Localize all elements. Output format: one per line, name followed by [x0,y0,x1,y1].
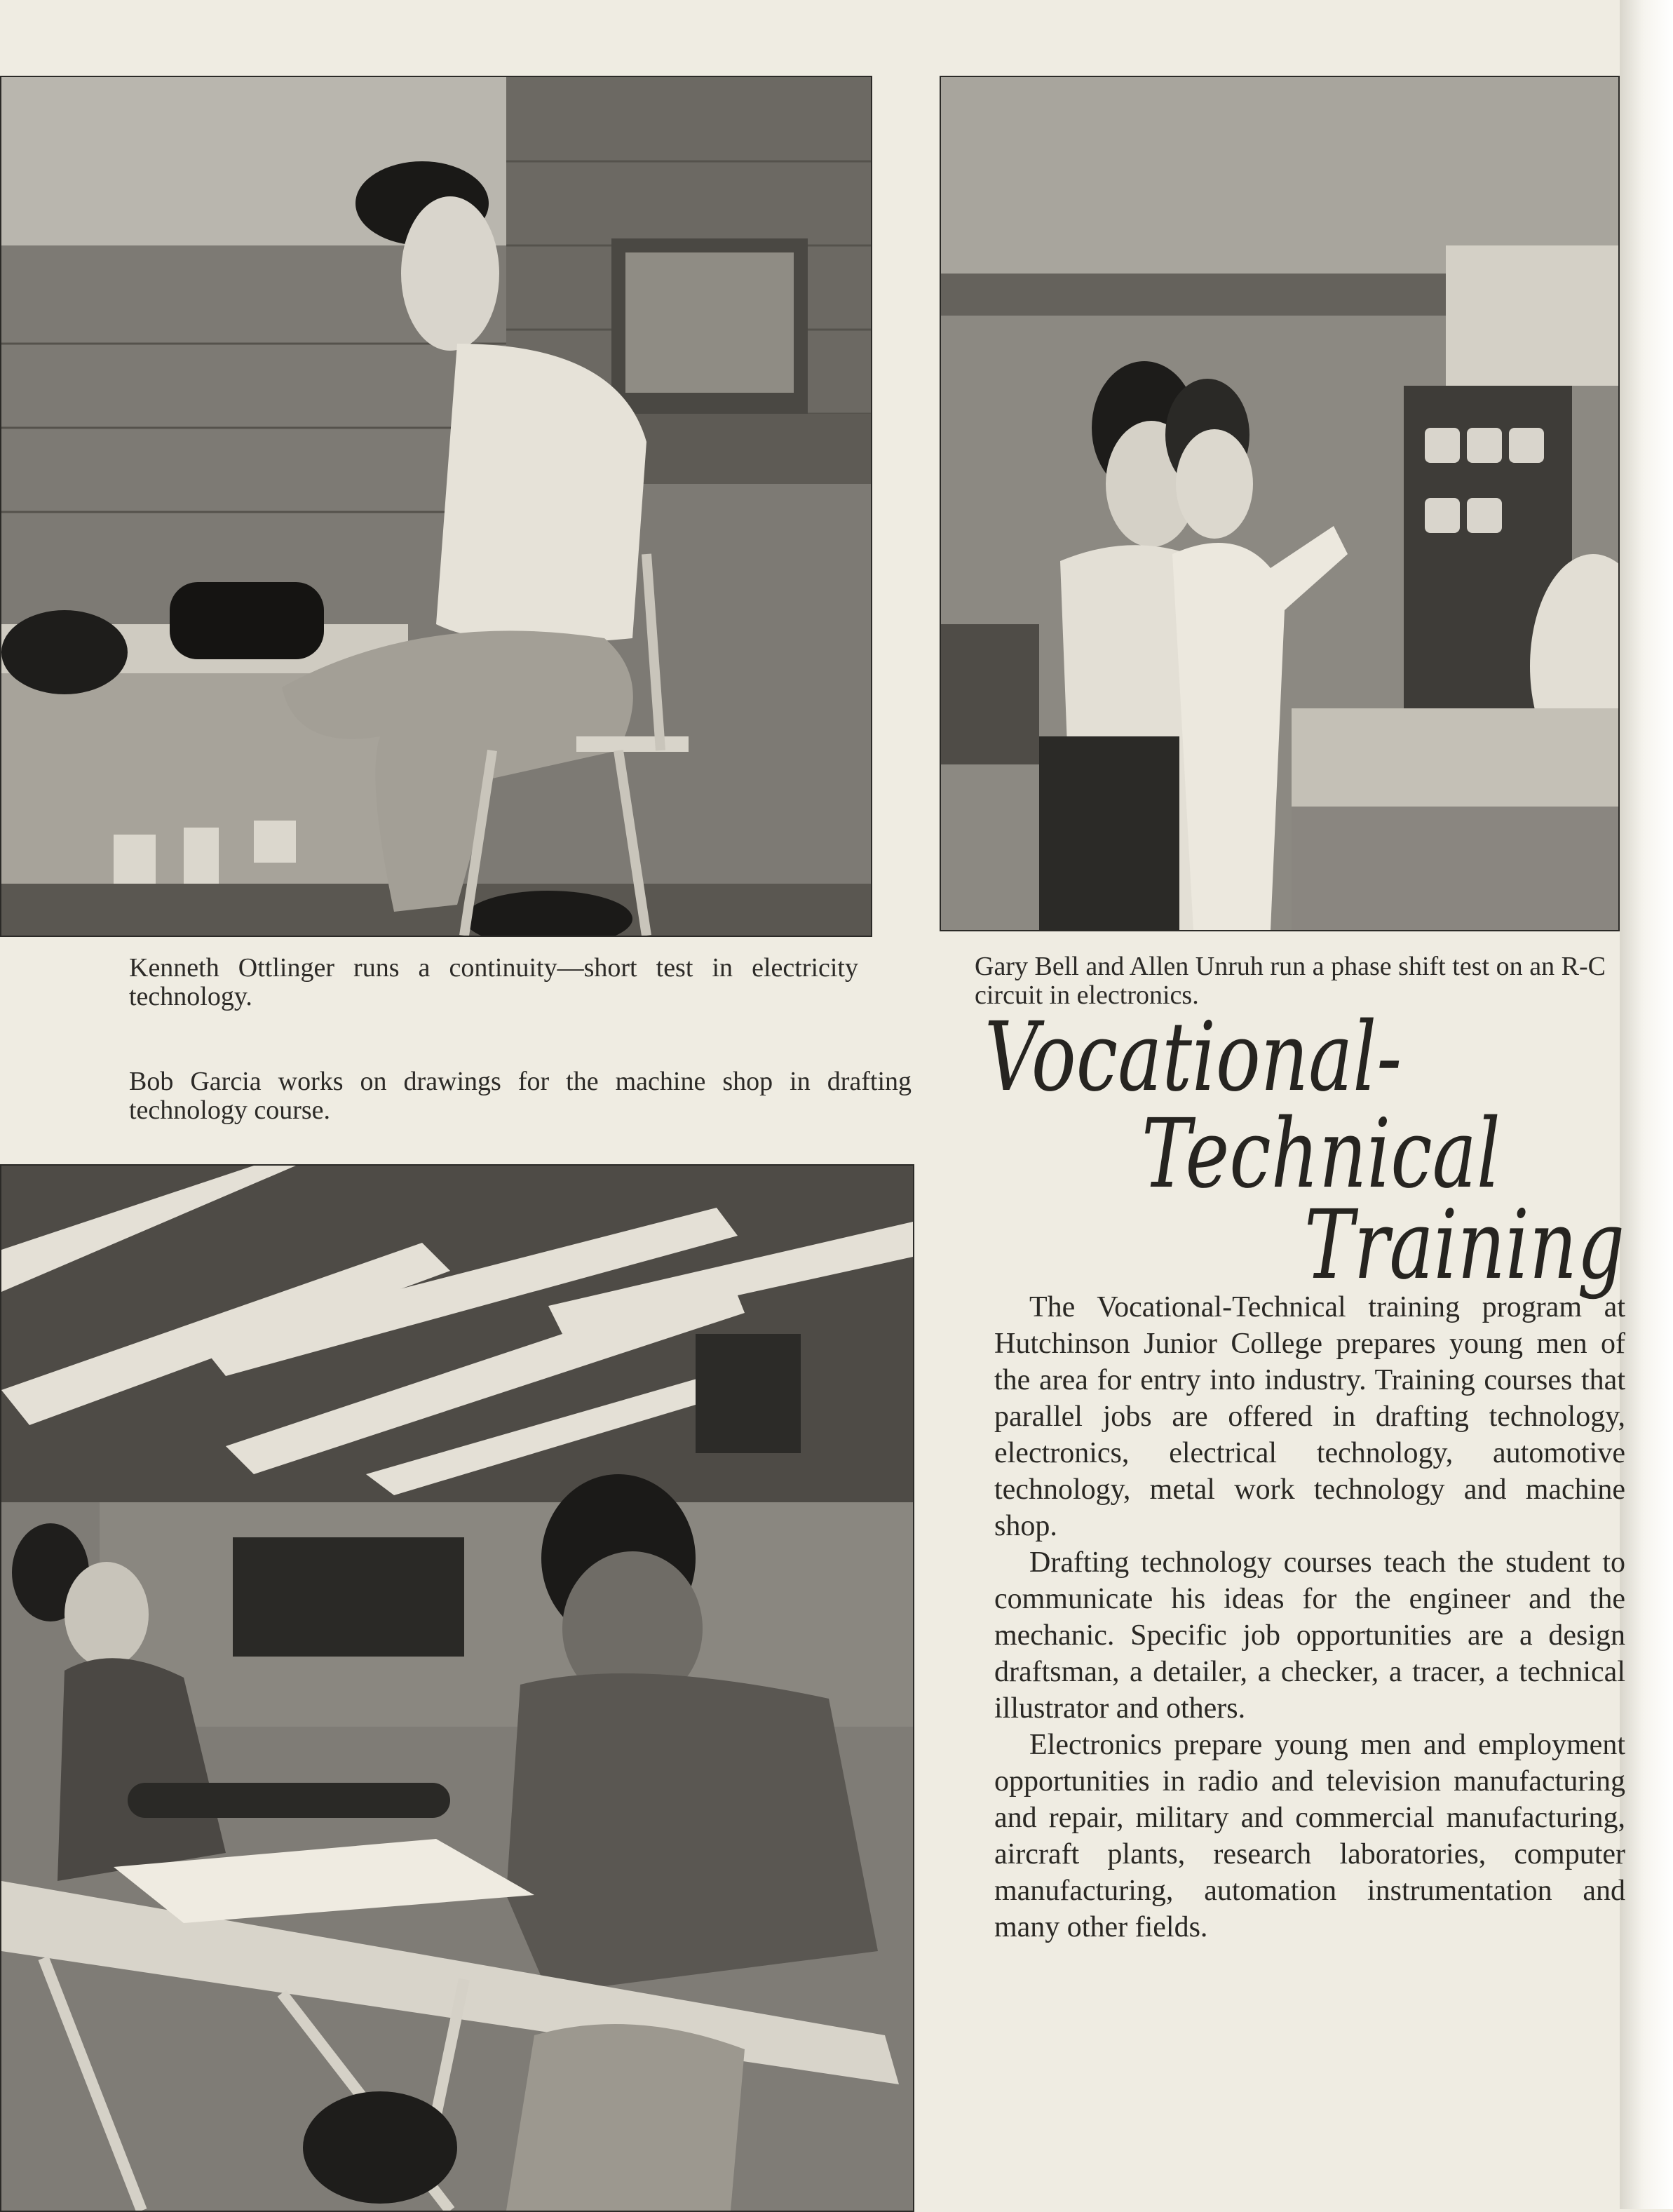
title-line-1: Vocational- [984,1002,1402,1113]
electricity-lab-image [1,77,871,936]
caption-garcia: Bob Garcia works on drawings for the machine shop in drafting technology course. [129,1067,912,1126]
electronics-lab-image [941,77,1618,930]
drafting-room-image [1,1166,913,2211]
body-paragraph-2: Drafting technology courses teach the student to communicate his ideas for the engineer and the mechanic. Specific job opportunities are a design draftsman, a detailer, a checker, a tracer, a technical illustrator and others. [994,1546,1625,1725]
title-line-3: Training [1304,1190,1625,1301]
article-body [994,1289,1625,1945]
title-line-2: Technical [1142,1099,1501,1210]
photo-electronics-lab [940,76,1620,931]
body-paragraph-1: The Vocational-Technical training program at Hutchinson Junior College prepares young men of the area for entry into industry. Training courses that parallel jobs are offered in drafting technology, electronics, electrical technology, automotive technology, metal work technology and machine shop. [994,1291,1625,1542]
photo-drafting-room [0,1164,914,2212]
caption-bell-unruh: Gary Bell and Allen Unruh run a phase shift test on an R-C circuit in electronics. [975,952,1606,1011]
page-edge-shadow [1620,0,1673,2209]
photo-electricity-lab [0,76,872,937]
caption-ottlinger: Kenneth Ottlinger runs a continuity—short test in electricity technology. [129,953,858,1012]
body-paragraph-3: Electronics prepare young men and employment opportunities in radio and television manufacturing and repair, military and commercial manufacturing, aircraft plants, research laboratories, computer manufacturing, automation instrumentation and many other fields. [994,1729,1625,1943]
